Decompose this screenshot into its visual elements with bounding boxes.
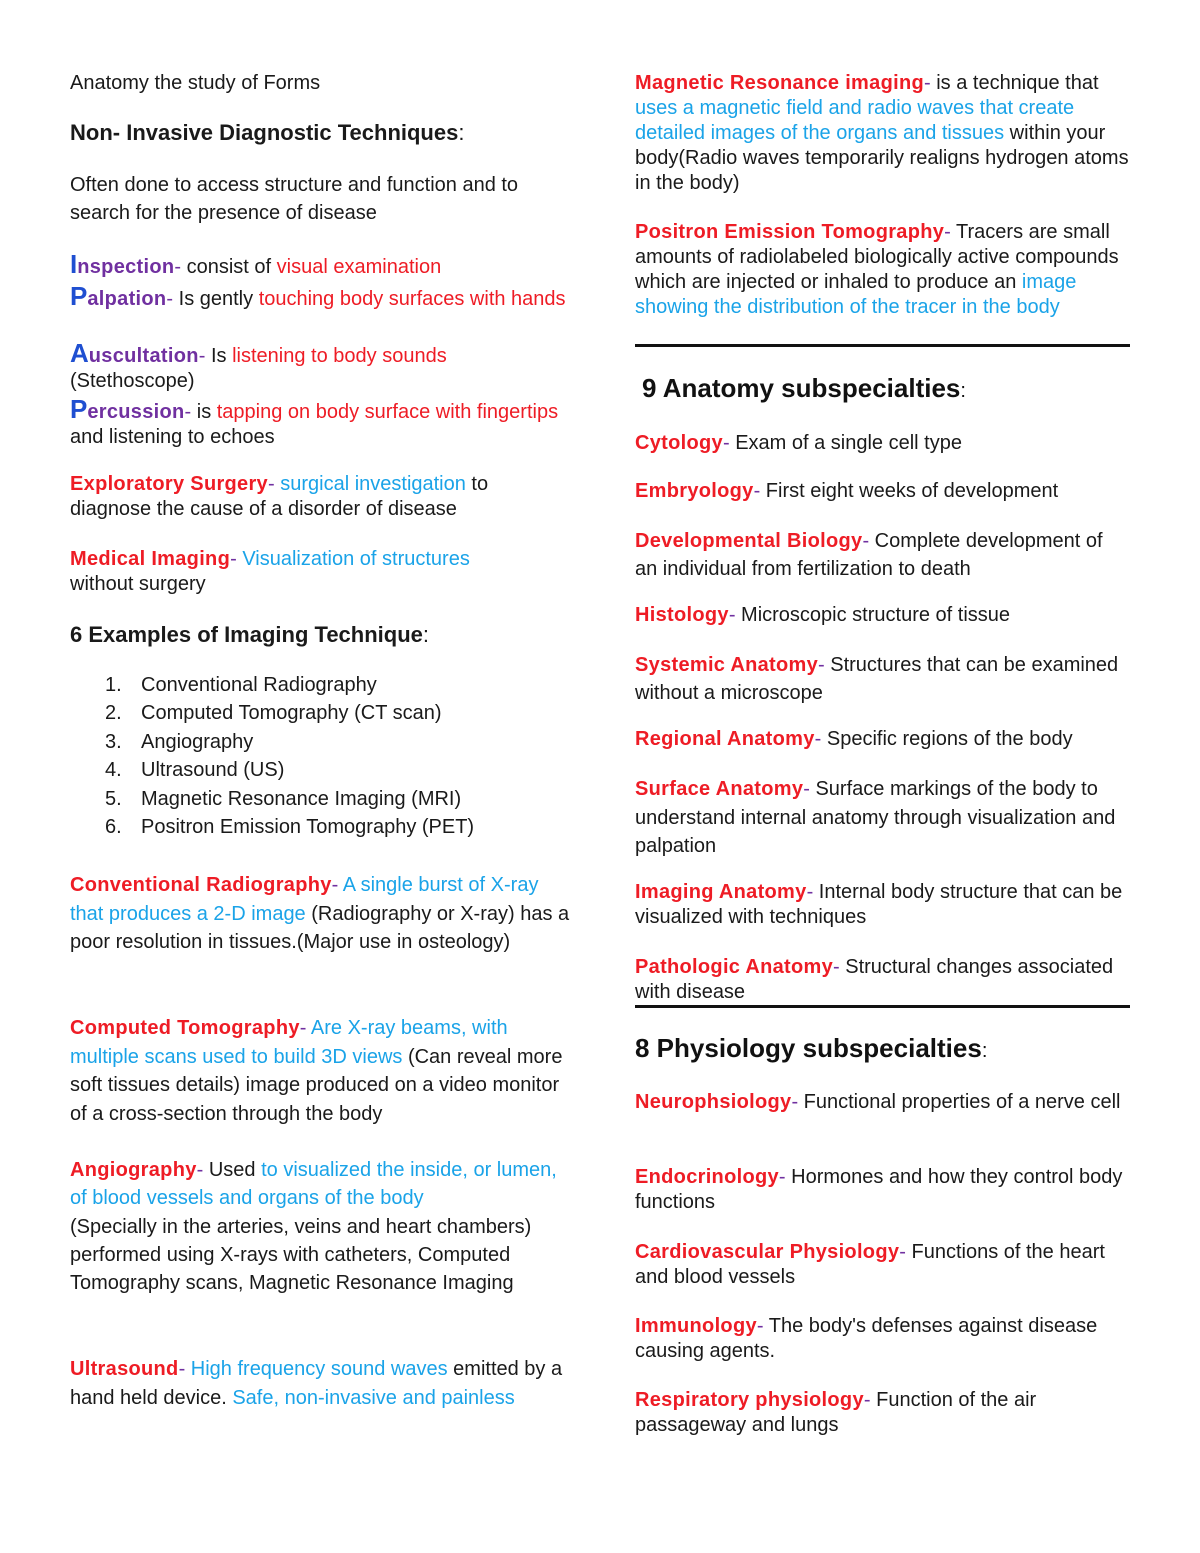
- medical-imaging-entry: Medical Imaging- Visualization of structures without surgery: [70, 548, 470, 595]
- auscultation-entry: Auscultation- Is listening to body sounds (Stethoscope): [70, 338, 447, 392]
- list-item: 3. Angiography: [105, 730, 254, 753]
- physiology-item: Immunology- The body's defenses against disease causing agents.: [635, 1315, 1098, 1362]
- anatomy-item: Embryology- First eight weeks of development: [635, 480, 1059, 502]
- physiology-item: Respiratory physiology- Function of the air passageway and lungs: [635, 1389, 1037, 1436]
- anatomy-item: Imaging Anatomy- Internal body structure that can be visualized with techniques: [635, 881, 1123, 928]
- anatomy-item: Regional Anatomy- Specific regions of the body: [635, 728, 1073, 750]
- radiography-entry: Conventional Radiography- A single burst of X-ray that produces a 2-D image (Radiography or X-ray) has a poor resolution in tissues.(Major use in osteology): [70, 874, 570, 953]
- anatomy-item: Surface Anatomy- Surface markings of the body to understand internal anatomy through visualization and palpation: [635, 778, 1116, 857]
- physiology-heading: 8 Physiology subspecialties:: [635, 1033, 988, 1063]
- anatomy-heading: 9 Anatomy subspecialties:: [642, 373, 966, 403]
- angiography-entry: Angiography- Used to visualized the inside, or lumen, of blood vessels and organs of the body (Specially in the arteries, veins and heart chambers) performed using X-rays with catheters, Computed Tomography scans, Magnetic Resonance Imaging: [70, 1159, 557, 1295]
- anatomy-item: Pathologic Anatomy- Structural changes associated with disease: [635, 956, 1114, 1003]
- pet-entry: Positron Emission Tomography- Tracers are small amounts of radiolabeled biologically active compounds which are injected or inhaled to produce an image showing the distribution of the tracer in the body: [635, 221, 1119, 318]
- anatomy-item: Developmental Biology- Complete development of an individual from fertilization to death: [635, 530, 1103, 580]
- physiology-item: Endocrinology- Hormones and how they control body functions: [635, 1166, 1123, 1213]
- examples-list: [70, 671, 570, 841]
- list-item: 5. Magnetic Resonance Imaging (MRI): [105, 787, 462, 810]
- list-item: 4. Ultrasound (US): [105, 759, 285, 782]
- often-paragraph: Often done to access structure and function and to search for the presence of disease: [70, 174, 519, 224]
- ultrasound-entry: Ultrasound- High frequency sound waves emitted by a hand held device. Safe, non-invasive and painless: [70, 1358, 563, 1409]
- physiology-item: Neurophsiology- Functional properties of a nerve cell: [635, 1091, 1121, 1113]
- examples-heading: 6 Examples of Imaging Technique:: [70, 622, 430, 647]
- anatomy-item: Systemic Anatomy- Structures that can be examined without a microscope: [635, 654, 1119, 704]
- anatomy-item: Histology- Microscopic structure of tissue: [635, 604, 1011, 626]
- section-divider: [635, 344, 1130, 347]
- percussion-entry: Percussion- is tapping on body surface with fingertips and listening to echoes: [70, 394, 559, 448]
- ct-entry: Computed Tomography- Are X-ray beams, with multiple scans used to build 3D views (Can reveal more soft tissues details) image produced on a video monitor of a cross-section through the body: [70, 1017, 563, 1125]
- list-item: 1. Conventional Radiography: [105, 674, 377, 696]
- exploratory-surgery-entry: Exploratory Surgery- surgical investigation to diagnose the cause of a disorder of disease: [70, 473, 489, 520]
- palpation-entry: Palpation- Is gently touching body surfaces with hands: [70, 281, 566, 311]
- mri-entry: Magnetic Resonance imaging- is a technique that uses a magnetic field and radio waves that create detailed images of the organs and tissues within your body(Radio waves temporarily realigns hydrogen atoms in the body): [635, 72, 1129, 194]
- diagnostic-heading: Non- Invasive Diagnostic Techniques:: [70, 120, 465, 145]
- inspection-entry: Inspection- consist of visual examination: [70, 249, 442, 279]
- section-divider: [635, 1005, 1130, 1008]
- anatomy-item: Cytology- Exam of a single cell type: [635, 432, 962, 454]
- list-item: 2. Computed Tomography (CT scan): [105, 702, 442, 725]
- list-item: 6. Positron Emission Tomography (PET): [105, 816, 475, 839]
- intro-line: Anatomy the study of Forms: [70, 72, 321, 94]
- physiology-item: Cardiovascular Physiology- Functions of the heart and blood vessels: [635, 1241, 1105, 1288]
